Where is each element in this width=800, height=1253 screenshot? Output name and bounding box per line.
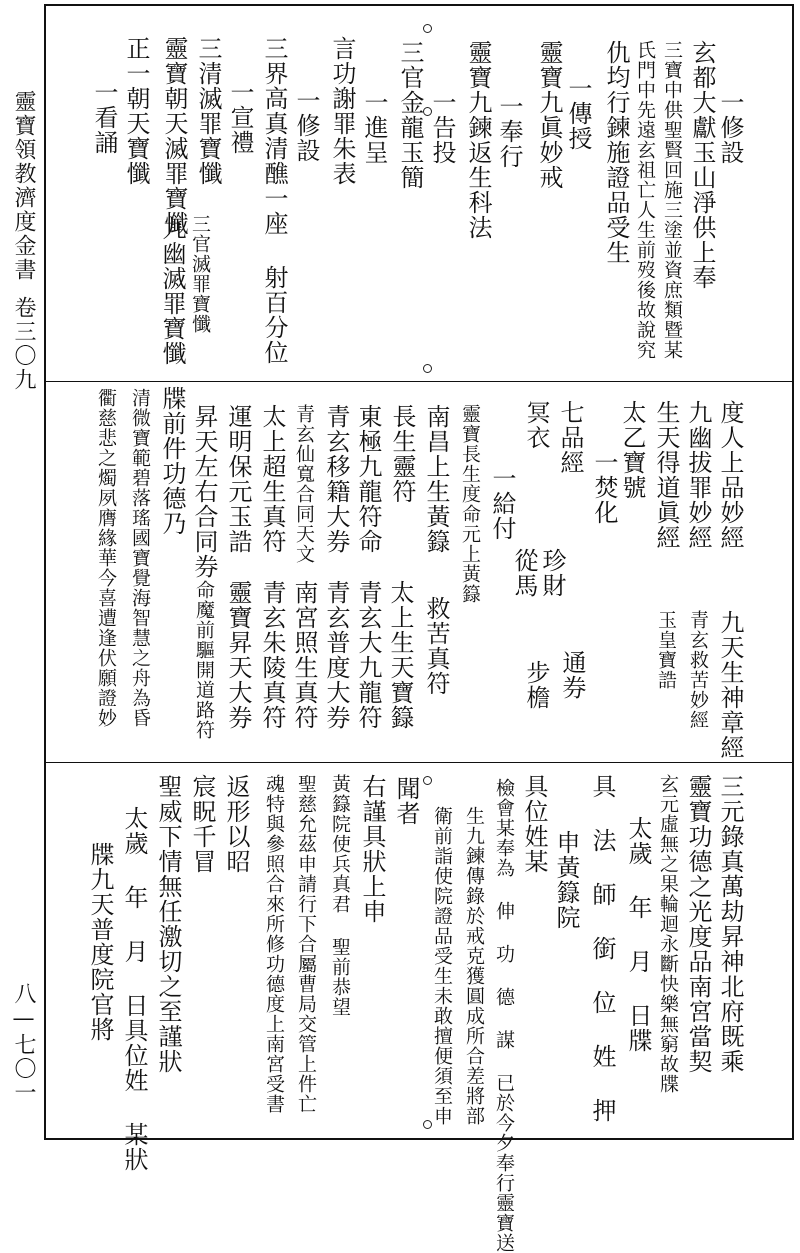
text-column: 一傳授 [564, 76, 592, 151]
text-column: 具位姓某 [520, 774, 548, 874]
page-number: 八—七〇一 [11, 982, 36, 1105]
text-column: 正一朝天寶懺 [122, 36, 150, 186]
text-column: 青玄救苦妙經 [687, 610, 709, 730]
text-column: 三清滅罪寶懺 [194, 36, 222, 186]
circle-mark [423, 776, 432, 785]
text-column: 一進呈 [360, 90, 388, 165]
text-column: 太上生天寶籙 [386, 580, 414, 730]
text-column: 三官滅罪寶懺 [189, 214, 211, 334]
text-column: 生九鍊傳錄於戒克獲圓成所合差將部 [463, 806, 485, 1126]
text-column: 從馬 [510, 548, 538, 598]
text-column: 青玄朱陵真符 [258, 580, 286, 730]
text-column: 一告投 [428, 90, 456, 165]
text-column: 衛前詣使院證品受生未敢擅便須至申 [431, 806, 453, 1126]
text-column: 魂特與參照合來所修功德度上南宮受書 [263, 774, 285, 1114]
text-column: 申黃籙院 [552, 830, 580, 930]
text-column: 聖威下情無任激切之至謹狀 [154, 774, 182, 1074]
text-column: 檢會某奉為 伸 功 德 謀 已於今夕奉行靈寶送 [493, 778, 515, 1253]
text-column: 靈寶九鍊返生科法 [464, 40, 492, 240]
text-column: 玄都大獻玉山淨供上奉 [688, 40, 716, 290]
text-column: 一看誦 [90, 80, 118, 155]
text-column: 一奉行 [495, 94, 523, 169]
text-column: 長生靈符 [388, 404, 416, 504]
text-column: 南昌上生黃籙 [422, 404, 450, 554]
text-column: 氏門中先遠玄祖亡人生前歿後故說究 [634, 40, 656, 360]
text-column: 三元錄真萬劫昇神北府既乘 [716, 774, 744, 1074]
text-column: 黃籙院使兵真君 聖前恭望 [329, 774, 351, 1017]
text-column: 聖慈允茲申請行下合屬曹局交管上件亡 [295, 774, 317, 1114]
text-column: 右謹具狀上申 [358, 774, 386, 924]
text-column: 仇均行鍊施證品受生 [602, 40, 630, 265]
text-column: 生天得道眞經 [652, 400, 680, 550]
text-column: 度人上品妙經 [716, 400, 744, 550]
text-column: 昇天左右合同券 [190, 404, 218, 579]
text-column: 一宣禮 [226, 80, 254, 155]
text-column: 太上超生真符 [258, 404, 286, 554]
text-column: 一修設 [292, 88, 320, 163]
text-column: 步檐 [522, 660, 550, 710]
text-column: 九天生神章經 [716, 610, 744, 760]
text-column: 珍財 [538, 548, 566, 598]
text-column: 青玄移籍大券 [322, 404, 350, 554]
book-title: 靈寶領教濟度金書 [11, 90, 36, 282]
section-divider-lower [44, 762, 794, 763]
text-column: 返形以昭 [222, 774, 250, 874]
text-column: 太乙寶號 [618, 400, 646, 500]
text-column: 靈寶功德之光度品南宮當契 [684, 774, 712, 1074]
text-column: 三寶中供聖賢回施三塗並資庶類暨某 [661, 40, 683, 360]
text-column: 七品經 [556, 400, 584, 475]
text-column: 言功謝罪朱表 [328, 36, 356, 186]
text-column: 東極九龍符命 [354, 404, 382, 554]
text-column: 牒九天普度院官將 [86, 842, 114, 1042]
text-column: 一焚化 [590, 450, 618, 525]
text-column: 靈寶長生度命元上黃籙 [459, 404, 481, 604]
circle-mark [423, 1120, 432, 1129]
text-column: 青玄仙寬合同天文 [293, 404, 315, 564]
text-column: 一修設 [716, 90, 744, 165]
text-column: 三官金龍玉簡 [396, 40, 424, 190]
text-column: 靈寶昇天大券 [224, 580, 252, 730]
text-column: 救苦真符 [422, 596, 450, 696]
text-column: 運明保元玉誥 [224, 404, 252, 554]
text-column: 玉皇寶誥 [655, 610, 677, 690]
circle-mark [423, 107, 432, 116]
text-column: 玄元虛無之果輪迴永斷快樂無窮故牒 [657, 774, 679, 1094]
text-column: 九幽滅罪寶懺 [158, 216, 186, 366]
text-column: 牒前件功德乃 [158, 386, 186, 536]
text-column: 一給付 [488, 466, 516, 541]
text-column: 青玄大九龍符 [354, 580, 382, 730]
volume-label: 卷三〇九 [11, 296, 36, 392]
text-column: 宸眖千冒 [188, 774, 216, 874]
text-column: 衢慈悲之燭夙膺緣華今喜遭逢伏願證妙 [95, 388, 117, 728]
circle-mark [423, 24, 432, 33]
page-margin [6, 4, 40, 1140]
text-column: 冥衣 [522, 400, 550, 450]
text-column: 通券 [558, 650, 586, 700]
text-column: 太歲 年 月 日牒 [624, 816, 652, 1053]
text-column: 清微寶範碧落瑤國寶覺海智慧之舟為昏 [129, 388, 151, 728]
text-column: 南宮照生真符 [290, 580, 318, 730]
text-column: 靈寶九眞妙戒 [535, 40, 563, 190]
text-column: 九幽拔罪妙經 [684, 400, 712, 550]
circle-mark [423, 364, 432, 373]
text-column: 具 法 師 銜 位 姓 押 [588, 774, 616, 1123]
text-column: 命魔前驅開道路符 [193, 580, 215, 740]
text-column: 靈寶朝天滅罪寶懺 [160, 36, 188, 236]
text-column: 聞者 [392, 776, 420, 826]
text-column: 青玄普度大券 [322, 580, 350, 730]
text-column: 太歲 年 月 日具位姓 某狀 [120, 806, 148, 1172]
text-column: 三界高真清醮一座 射百分位 [260, 36, 288, 365]
section-divider-upper [44, 381, 794, 382]
